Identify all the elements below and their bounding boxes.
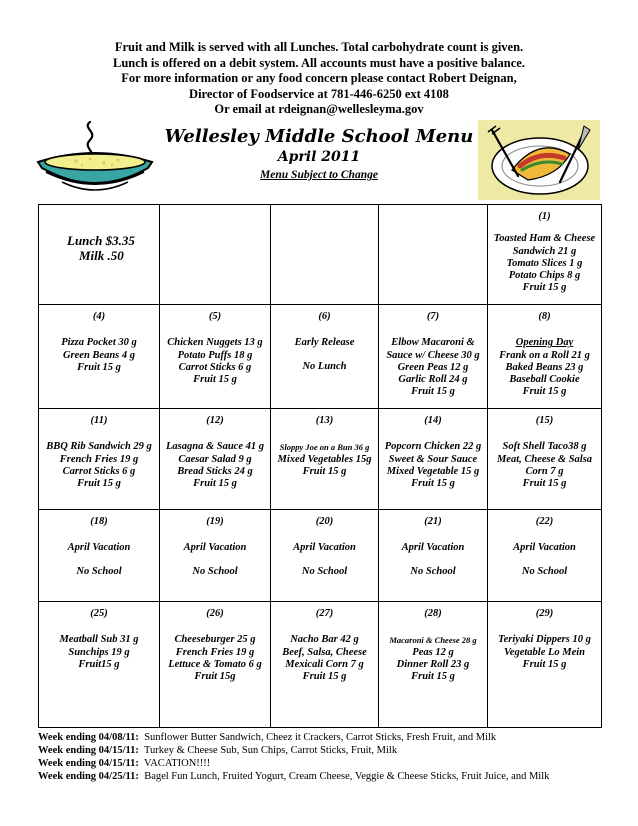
menu-item: Popcorn Chicken 22 g [384,441,482,453]
notice-line: Lunch is offered on a debit system. All accounts must have a positive balance. [113,55,525,70]
menu-item: Fruit 15 g [77,478,121,490]
menu-item: Green Peas 12 g [397,361,469,373]
day-date: (26) [206,608,224,619]
day-status: April Vacation [293,542,356,554]
day-cell [379,510,488,602]
milk-price: Milk .50 [79,248,124,263]
week-ending-notes [38,731,549,783]
menu-item: Green Beans 4 g [62,349,136,361]
day-date: (25) [90,608,108,619]
week-row [39,305,602,409]
menu-item: Sandwich 21 g [512,245,577,257]
day-status: No School [192,565,238,577]
menu-item: Fruit 15 g [411,478,455,490]
week-label: Week ending 04/25/11: [38,771,139,782]
menu-item: Tomato Slices 1 g [506,257,583,269]
notice-line: Or email at rdeignan@wellesleyma.gov [214,102,424,116]
menu-item: Corn 7 g [525,465,564,477]
day-status: No School [76,565,122,577]
menu-item: Toasted Ham & Cheese [493,233,596,245]
menu-month: April 2011 [277,149,361,165]
week-note [38,731,549,744]
menu-item: Potato Chips 8 g [508,270,581,282]
menu-item: Potato Puffs 18 g [177,349,253,361]
day-status: April Vacation [183,542,247,554]
menu-item: Caesar Salad 9 g [178,453,252,465]
menu-item: Nacho Bar 42 g [290,634,359,646]
day-cell [39,305,160,409]
menu-item: Sauce w/ Cheese 30 g [386,349,480,361]
week-label: Week ending 04/15/11: [38,758,139,769]
menu-item: Cheeseburger 25 g [174,634,256,646]
menu-item: Macaroni & Cheese 28 g [389,635,477,646]
day-cell [488,602,602,728]
menu-item: Fruit 15 g [302,671,347,683]
menu-item: Sunchips 19 g [68,646,130,658]
menu-item: Fruit 15g [194,671,236,683]
menu-item: Fruit 15 g [522,658,567,670]
day-cell [271,409,379,510]
day-cell [488,305,602,409]
day-date: (13) [315,415,334,426]
week-row [39,205,602,305]
day-date: (20) [315,516,334,527]
menu-item: Vegetable Lo Mein [503,646,586,658]
menu-item: Fruit 15 g [522,282,567,294]
menu-item: Fruit 15 g [411,671,455,683]
menu-item: Fruit 15 g [522,386,567,398]
menu-title: Wellesley Middle School Menu [164,126,474,147]
menu-item: Meatball Sub 31 g [59,634,139,646]
day-cell [39,409,160,510]
menu-item: Fruit 15 g [77,361,121,373]
menu-item: Lasagna & Sauce 41 g [165,441,264,453]
menu-item: Fruit15 g [78,658,120,670]
price-cell [39,205,160,305]
week-row [39,602,602,728]
day-date: (27) [315,608,334,619]
lunch-price: Lunch $3.35 [67,233,135,248]
menu-item: Peas 12 g [412,646,454,658]
notice-block [0,40,638,118]
day-date: (22) [535,516,554,527]
day-date: (4) [92,311,106,322]
menu-item: French Fries 19 g [175,646,255,658]
menu-item: Mixed Vegetables 15g [277,453,372,465]
day-date: (19) [206,516,224,527]
week-row [39,409,602,510]
week-text: Bagel Fun Lunch, Fruited Yogurt, Cream Cheese, Veggie & Cheese Sticks, Fruit Juice, and Milk [144,771,550,782]
day-date: (18) [90,516,108,527]
day-date: (15) [535,415,554,426]
day-status: No School [521,565,568,577]
week-note [38,744,549,757]
day-status: No Lunch [302,360,347,372]
week-text: Turkey & Cheese Sub, Sun Chips, Carrot Sticks, Fruit, Milk [144,745,398,756]
day-cell [160,602,271,728]
menu-item: Bread Sticks 24 g [177,465,253,477]
menu-item: Carrot Sticks 6 g [62,465,136,477]
week-text: VACATION!!!! [144,758,211,769]
day-cell [271,510,379,602]
day-date: (14) [424,415,442,426]
menu-item: Pizza Pocket 30 g [61,337,137,349]
day-date: (5) [208,311,222,322]
menu-item: Sweet & Sour Sauce [388,453,478,465]
menu-item: Dinner Roll 23 g [396,658,470,670]
menu-item: Fruit 15 g [411,386,455,398]
menu-calendar [38,204,602,728]
menu-item: Frank on a Roll 21 g [499,349,590,361]
day-date: (6) [318,311,331,322]
menu-item: Soft Shell Taco38 g [502,441,587,453]
menu-subtitle: Menu Subject to Change [260,169,378,181]
day-date: (1) [538,211,551,222]
menu-item: Carrot Sticks 6 g [178,361,252,373]
day-date: (8) [538,311,551,322]
menu-item: Chicken Nuggets 13 g [167,337,263,349]
day-date: (7) [426,311,440,322]
empty-day-cell [271,205,379,305]
day-heading: Opening Day [515,337,574,349]
menu-item: French Fries 19 g [59,453,139,465]
menu-item: Sloppy Joe on a Bun 36 g [279,442,370,453]
day-date: (21) [424,516,442,527]
menu-item: Elbow Macaroni & [391,337,475,349]
notice-line: Director of Foodservice at 781-446-6250 ext 4108 [189,86,449,101]
day-cell [379,409,488,510]
menu-item: Fruit 15 g [302,465,347,477]
day-cell [379,305,488,409]
menu-item: Fruit 15 g [193,478,237,490]
week-label: Week ending 04/08/11: [38,732,139,743]
day-cell [39,602,160,728]
day-date: (11) [90,415,108,426]
day-cell [488,409,602,510]
notice-line: Fruit and Milk is served with all Lunches. Total carbohydrate count is given. [114,40,524,54]
day-cell [160,409,271,510]
day-date: (28) [424,608,442,619]
day-cell [160,305,271,409]
day-status: No School [410,565,456,577]
day-cell [271,602,379,728]
menu-item: Fruit 15 g [522,478,567,490]
menu-item: Beef, Salsa, Cheese [282,646,367,658]
week-note [38,770,549,783]
day-cell [488,205,602,305]
day-status: No School [301,565,348,577]
notice-line: For more information or any food concern please contact Robert Deignan, [121,71,517,85]
day-status: April Vacation [67,542,131,554]
menu-item: Meat, Cheese & Salsa [496,453,593,465]
menu-item: Lettuce & Tomato 6 g [168,658,262,670]
day-cell [379,602,488,728]
day-cell [39,510,160,602]
day-status: April Vacation [513,542,576,554]
menu-item: Baseball Cookie [509,374,580,386]
week-label: Week ending 04/15/11: [38,745,139,756]
menu-item: Baked Beans 23 g [505,361,584,373]
empty-day-cell [160,205,271,305]
day-status: April Vacation [401,542,465,554]
menu-item: Teriyaki Dippers 10 g [498,634,591,646]
day-cell [488,510,602,602]
week-text: Sunflower Butter Sandwich, Cheez it Crackers, Carrot Sticks, Fresh Fruit, and Milk [144,732,497,743]
day-cell [271,305,379,409]
week-note [38,757,549,770]
menu-item: Mixed Vegetable 15 g [386,465,480,477]
menu-item: Mexicali Corn 7 g [285,658,364,670]
week-row [39,510,602,602]
menu-item: Garlic Roll 24 g [398,374,468,386]
menu-item: BBQ Rib Sandwich 29 g [46,441,152,453]
day-date: (29) [535,608,554,619]
menu-item: Fruit 15 g [193,374,237,386]
day-cell [160,510,271,602]
day-status: Early Release [294,337,355,349]
menu-title-block [0,126,638,182]
empty-day-cell [379,205,488,305]
day-date: (12) [206,415,224,426]
